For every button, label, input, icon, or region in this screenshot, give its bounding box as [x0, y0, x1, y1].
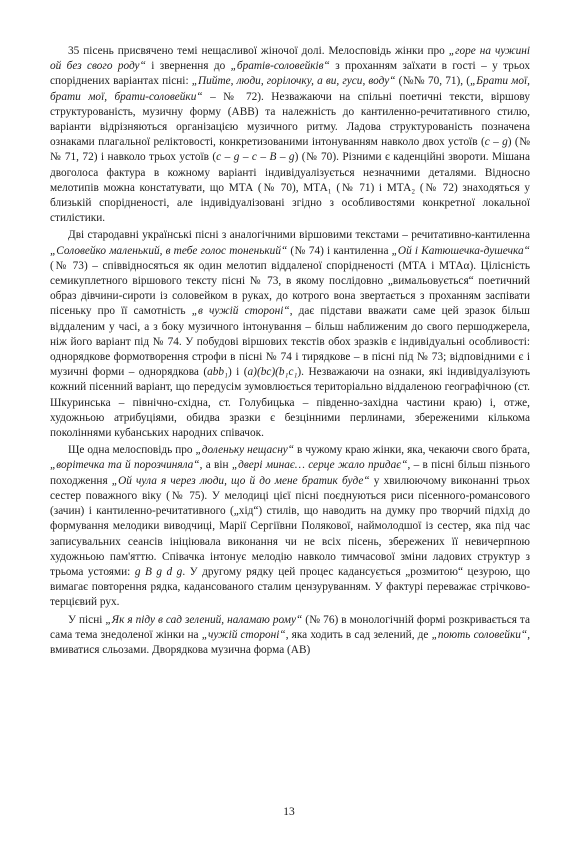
text-segment: Дві стародавні українські пісні з аналогічними віршовими текстами – речитативно-кантиленна [68, 229, 530, 242]
italic-text: „Соловейко маленький, в тебе голос тоненький“ [50, 244, 288, 257]
text-segment: . У другому рядку цей процес кадансується „розмитою“ цезурою, що вимагає повторення рядка, кадансованого сталим цензуруванням. У фактурі переважає стрічково-терцієвий рух. [50, 565, 530, 609]
italic-text: „Пийте, люди, горілочку, а ви, гуси, воду“ [191, 75, 396, 88]
italic-text: „Ой і Катюшечка-душечка“ [391, 244, 530, 257]
italic-text: „Як я піду в сад зелений, наламаю рому“ [105, 613, 303, 626]
body-text [50, 44, 530, 658]
italic-text: „в чужій стороні“ [191, 305, 290, 318]
paragraph [50, 613, 530, 659]
text-segment: , вмиватися сльозами. Дворядкова музична форма (АВ) [50, 628, 531, 656]
text-segment: ). Незважаючи на ознаки, які індивідуалізують кожний пісенний варіант, що передусім зумовлюється територіально віддаленою географічною (ст. Шкуринська – північно-східна, ст. Голубицька – південно-західна частини краю) і, отже, художньою атрибуціями, обидва зразки є безцінними перлинами, збереженими кількома поколіннями кубанських народних співачок. [50, 366, 530, 440]
italic-text: „горе на чужині ой без свого роду“ [50, 45, 530, 73]
italic-text: „ворітечка та й порозчиняла“ [50, 459, 200, 472]
text-segment: – № 72). Незважаючи на спільні поетичні тексти, віршову структурованість, музичну форму (АВВ) та належність до кантиленно-речитативного стилю, варіанти відрізняються організацією музичного ритму. Ладова структурованість позначена ознаками плагальної реліктовості, конкретизованими інтонуванням навколо двох устоїв ( [50, 90, 530, 149]
text-segment: (№№ 70, 71), ( [395, 75, 470, 88]
italic-text: a)(bc)(b₁c₁ [247, 366, 298, 379]
text-segment: У пісні [68, 613, 106, 626]
italic-text: „чужій стороні“ [201, 628, 286, 641]
paragraph [50, 44, 530, 226]
text-segment: з проханням заїхати в гості – у трьох споріднених варіантах пісні: [50, 60, 530, 88]
italic-text: „Ой чула я через люди, що й до мене братик буде“ [111, 474, 370, 487]
italic-text: abb₁ [207, 366, 228, 379]
italic-text: g B g d g [134, 565, 183, 578]
text-segment: і звернення до [145, 60, 231, 73]
text-segment: (№ 74) і кантиленна [287, 244, 392, 257]
italic-text: „доленьку нещасну“ [195, 444, 295, 457]
italic-text: „поють соловейки“ [431, 628, 528, 641]
italic-text: „Брати мої, брати мої, брати-соловейки“ [50, 75, 530, 103]
text-segment: , дає підстави вважати саме цей зразок більш віддаленим у часі, а з боку музичного інтонування – більш наближеним до свого першоджерела, ніж його варіант під № 74. У побудові віршових текстів обох зразків є індивідуальні особливості: однорядкове формотворення строфи в пісні № 74 і тирядкове – в пісні під № 73; відповідними є і музичні форми – однорядкова ( [50, 305, 530, 379]
italic-text: „братів-соловейків“ [230, 60, 330, 73]
italic-text: „двері минає… серце жало придає“ [231, 459, 408, 472]
text-segment: ) (№ 70). Різними є каденційні звороти. Мішана двоголоса фактура в кожному варіанті індивідуалізується незначними деталями. Відносно мелотипів можна констатувати, що МТА (№ 70), МТА₁ (№ 71) і МТА₂ (№ 72) знаходяться у близькій спорідненості, але індивідуалізовані згідно з особливостями конкретної локальної стилістики. [50, 151, 530, 225]
page-number: 13 [283, 806, 295, 818]
paragraph [50, 228, 530, 441]
text-segment: ) (№№ 71, 72) і навколо трьох устоїв ( [50, 136, 530, 164]
text-segment: ) і ( [227, 366, 248, 379]
text-segment: Ще одна мелосповідь про [68, 444, 196, 457]
text-segment: , яка ходить в сад зелений, де [285, 628, 432, 641]
text-segment: в чужому краю жінки, яка, чекаючи свого брата, [294, 444, 530, 457]
text-segment: , – в пісні більш пізнього походження [50, 459, 530, 487]
text-segment: (№ 73) – співвідносяться як один мелотип віддаленої спорідненості (МТА і МТАα). Цілісність семикуплетного віршового тексту пісні № 73, в якому послідовно „вимальовується“ поетичний образ дівчини-сироти із соловейком в руках, до котрого вона звертається з проханням заспівати пісеньку про її самотність [50, 259, 530, 318]
paragraph [50, 443, 530, 610]
italic-text: c – g – c – B – g [216, 151, 295, 164]
text-segment: (№ 76) в монологічній формі розкривається та сама тема знедоленої жінки на [50, 613, 530, 641]
text-segment: , а він [199, 459, 232, 472]
text-segment: 35 пісень присвячено темі нещасливої жіночої долі. Мелосповідь жінки про [68, 45, 449, 57]
text-segment: у хвилюючому виконанні трьох сестер поважного віку (№ 75). У мелодиці цієї пісні поєднуються риси пісенного-романсового (зачин) і кантиленно-речитативного („хід“) стилів, що наводить на думку про творчий підхід до формування мелодики виводчиці, Марії Сергіївни Полякової, наймолодшої із сестер, яка під час записувальних сеансів ініціювала виконання чи не всіх пісень, збережених її невичерпною художньою пам'яттю. Співачка інтонує мелодію навколо тимчасової зміни ладових структур з трьома устоями: [50, 474, 530, 578]
italic-text: c – g [484, 136, 508, 149]
